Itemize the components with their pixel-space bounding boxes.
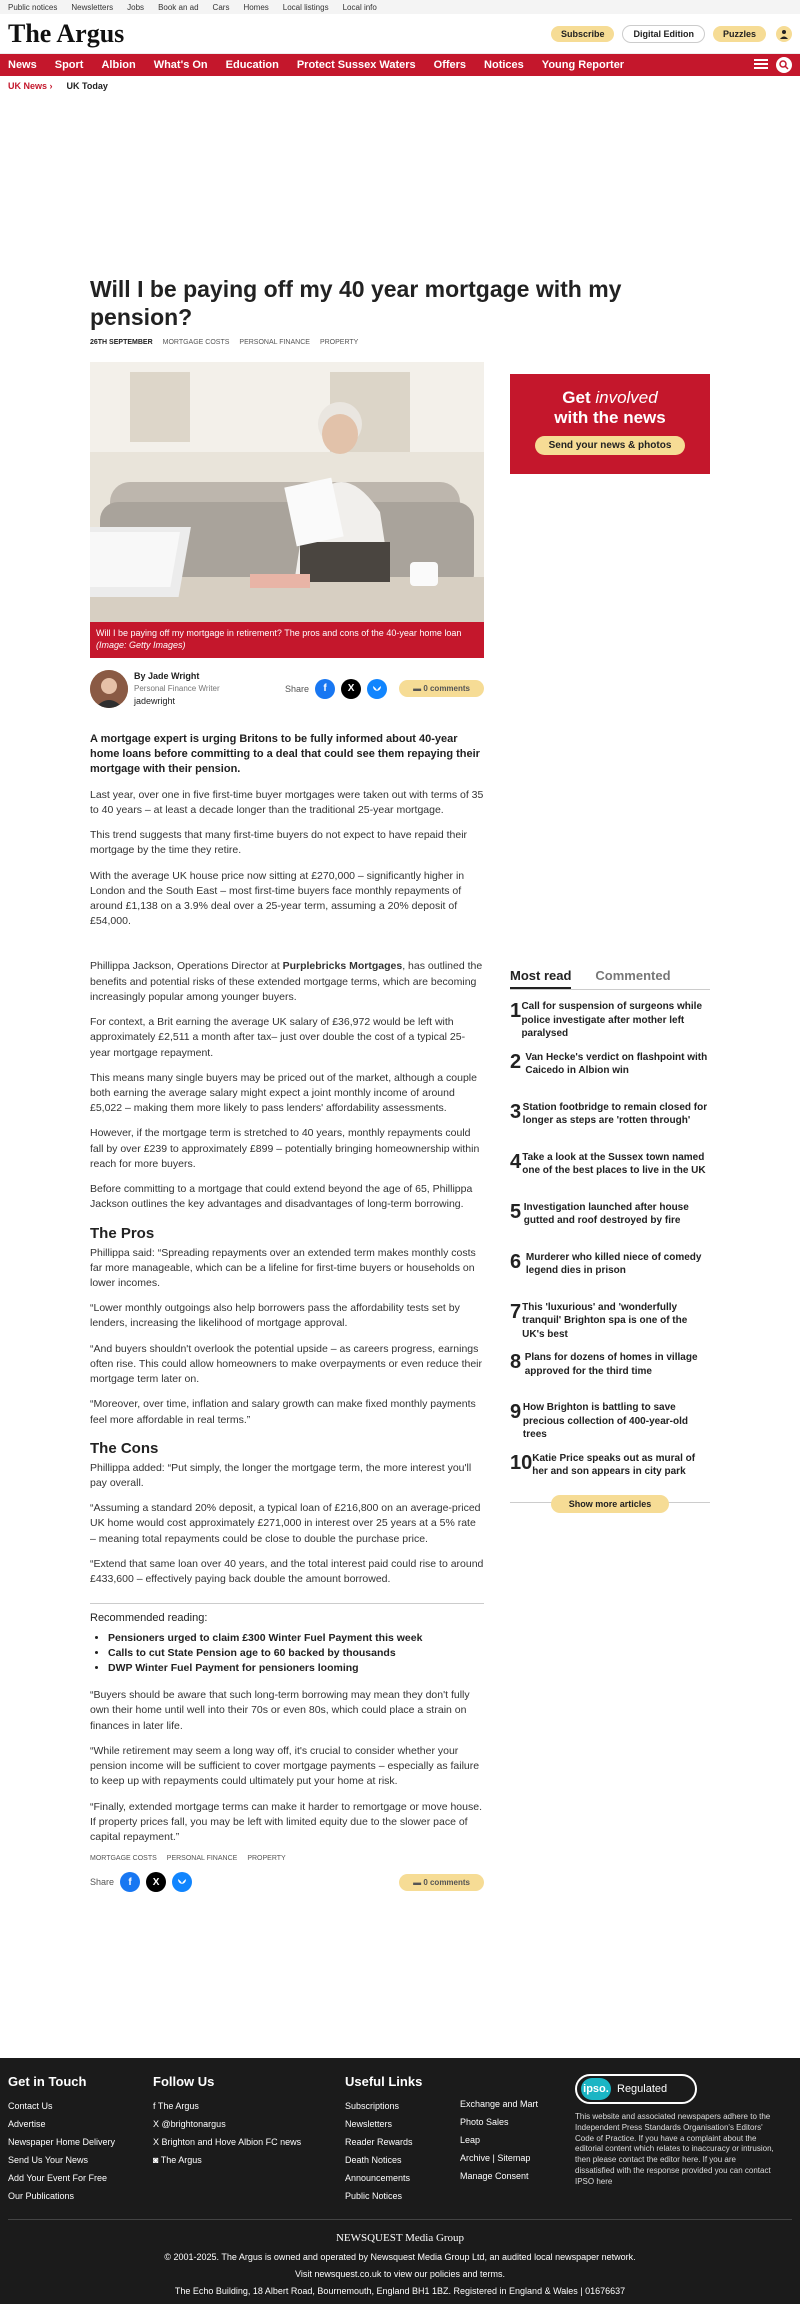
footer-useful-links xyxy=(345,2074,460,2209)
image-caption xyxy=(90,622,484,657)
footer-link[interactable]: Send Us Your News xyxy=(8,2155,89,2165)
footer-useful-links-2 xyxy=(460,2074,575,2209)
paragraph: Phillippa added: “Put simply, the longer the mortgage term, the more interest you'll pay overall. xyxy=(90,1461,472,1489)
comments-count: 0 comments xyxy=(423,684,470,694)
recommended-link[interactable]: • DWP Winter Fuel Payment for pensioners looming xyxy=(108,1662,484,1674)
paragraph: For context, a Brit earning the average UK salary of £36,972 would be left with approximately £2,511 a month after tax– just over double the cost of a typical 25-year mortgage repayment. xyxy=(90,1016,466,1059)
promo-title xyxy=(510,388,710,408)
ipso-mark: ipso. xyxy=(581,2078,611,2100)
comment-icon: ▬ xyxy=(413,1877,424,1887)
tab-commented[interactable]: Commented xyxy=(595,968,671,984)
footer-heading: Useful Links xyxy=(345,2074,423,2089)
promo-get: Get xyxy=(562,388,591,408)
avatar[interactable] xyxy=(90,670,128,708)
top-link[interactable]: Homes xyxy=(243,2,269,12)
promo-line2: with the news xyxy=(554,408,666,428)
paragraph: “Extend that same loan over 40 years, and the total interest paid could rise to around £433,600 – effectively paying back double the amount borrowed. xyxy=(90,1557,484,1586)
rank: 2 xyxy=(510,1050,522,1073)
site-footer xyxy=(0,2058,800,2304)
footer-link[interactable]: Newspaper Home Delivery xyxy=(8,2137,116,2147)
footer-link[interactable]: Contact Us xyxy=(8,2101,53,2111)
rank: 7 xyxy=(510,1300,522,1323)
search-icon[interactable] xyxy=(776,57,792,73)
top-links-bar xyxy=(0,0,800,14)
headline[interactable]: Katie Price speaks out as mural of her and son appears in city park xyxy=(532,1452,696,1478)
masthead xyxy=(0,14,800,54)
subnav-uk-news-label: UK News xyxy=(8,81,48,91)
article-lead: A mortgage expert is urging Britons to be fully informed about 40-year home loans before committing to a deal that could see them repaying their mortgage with their pension. xyxy=(90,732,480,776)
sidebar-gap xyxy=(510,474,710,968)
list-item[interactable] xyxy=(510,1351,710,1391)
nav-offers[interactable]: Offers xyxy=(433,59,467,71)
x-icon[interactable]: X xyxy=(341,679,361,699)
x-icon: X xyxy=(153,2137,162,2147)
paragraph: “Finally, extended mortgage terms can make it harder to remortgage or move house. If property prices fall, you may be left with limited equity due to the slower pace of capital repayment.” xyxy=(90,1800,482,1844)
paragraph: “Buyers should be aware that such long-term borrowing may mean they don't fully own their home until well into their 70s or even 80s, which could place a strain on finances in later life. xyxy=(90,1689,470,1732)
author-role: Personal Finance Writer xyxy=(134,684,220,694)
ad-gap xyxy=(90,929,484,949)
list-item[interactable] xyxy=(510,1452,710,1492)
address-text: The Echo Building, 18 Albert Road, Bournemouth, England BH1 1BZ. Registered in England & Wales | 01676637 xyxy=(174,2286,626,2297)
footer-link[interactable]: Add Your Event For Free xyxy=(8,2173,108,2183)
headline[interactable]: Station footbridge to remain closed for longer as steps are 'rotten through' xyxy=(522,1101,708,1127)
footer-link[interactable]: Death Notices xyxy=(345,2155,402,2165)
article-main xyxy=(90,362,484,1892)
top-link[interactable]: Jobs xyxy=(127,2,145,12)
tag-link[interactable]: MORTGAGE COSTS xyxy=(90,1855,157,1863)
recommended-link[interactable]: • Calls to cut State Pension age to 60 backed by thousands xyxy=(108,1647,484,1659)
footer-link[interactable]: Archive | Sitemap xyxy=(460,2153,531,2163)
share-bar xyxy=(285,679,484,699)
tag-link[interactable]: PERSONAL FINANCE xyxy=(239,339,310,347)
facebook-icon[interactable]: f xyxy=(315,679,335,699)
nav-young-reporter[interactable]: Young Reporter xyxy=(541,59,625,71)
list-item[interactable] xyxy=(510,1101,710,1141)
footer-link[interactable]: Our Publications xyxy=(8,2191,75,2201)
p4-text-b: , has outlined the benefits and potential risks of these extended mortgage terms, which are becoming increasingly popular among younger buyers. xyxy=(90,960,483,1003)
promo-box[interactable] xyxy=(510,374,710,474)
subnav-uk-news[interactable] xyxy=(8,81,53,91)
bottom-share-bar xyxy=(90,1872,484,1892)
send-news-button[interactable]: Send your news & photos xyxy=(535,436,686,455)
footer-link[interactable]: Leap xyxy=(460,2135,481,2145)
footer-link[interactable] xyxy=(153,2137,345,2147)
footer-link[interactable]: Newsletters xyxy=(345,2119,393,2129)
caption-text: Will I be paying off my mortgage in retirement? The pros and cons of the 40-year home loan xyxy=(96,628,462,639)
author-block xyxy=(90,666,484,712)
rank: 3 xyxy=(510,1100,522,1123)
instagram-icon: ◙ xyxy=(153,2155,161,2165)
list-item[interactable] xyxy=(510,1201,710,1241)
most-read xyxy=(510,968,710,1520)
facebook-icon[interactable]: f xyxy=(120,1872,140,1892)
paragraph: “Lower monthly outgoings also help borrowers pass the affordability tests set by lenders, increasing the likelihood of mortgage approval. xyxy=(90,1302,460,1330)
ipso-logo[interactable] xyxy=(575,2074,697,2104)
tag-link[interactable]: PROPERTY xyxy=(319,339,359,347)
footer-link-label: The Argus xyxy=(160,2155,202,2165)
nav-education[interactable]: Education xyxy=(225,59,279,71)
footer-link[interactable] xyxy=(153,2101,345,2111)
sub-nav xyxy=(0,76,800,96)
author-name[interactable]: By Jade Wright xyxy=(134,671,200,682)
headline[interactable]: This 'luxurious' and 'wonderfully tranquil' Brighton spa is one of the UK's best xyxy=(522,1301,688,1340)
headline[interactable]: Plans for dozens of homes in village approved for the third time xyxy=(524,1352,698,1377)
list-item[interactable] xyxy=(510,1051,710,1091)
article-tags xyxy=(90,339,710,346)
paragraph: This trend suggests that many first-time buyers do not expect to have repaid their mortgage by the time they retire. xyxy=(90,829,468,857)
article-wrapper xyxy=(0,276,800,1892)
top-link[interactable]: Public notices xyxy=(8,2,58,12)
comment-icon: ▬ xyxy=(413,684,424,694)
nav-albion[interactable]: Albion xyxy=(101,59,136,71)
nav-notices[interactable]: Notices xyxy=(484,59,524,71)
list-item[interactable] xyxy=(510,1301,710,1342)
footer-link[interactable]: Exchange and Mart xyxy=(460,2099,539,2109)
comments-count: 0 comments xyxy=(423,1877,470,1887)
visit-text: Visit newsquest.co.uk to view our policies and terms. xyxy=(295,2268,505,2279)
show-more-button[interactable]: Show more articles xyxy=(551,1495,670,1513)
recommended-reading xyxy=(90,1603,484,1674)
tag-link[interactable]: PROPERTY xyxy=(247,1855,286,1863)
list-item[interactable] xyxy=(510,1000,710,1041)
subscribe-button[interactable]: Subscribe xyxy=(551,26,615,42)
bluesky-icon[interactable] xyxy=(172,1872,192,1892)
digital-edition-button[interactable]: Digital Edition xyxy=(622,25,705,43)
tab-most-read[interactable]: Most read xyxy=(510,968,571,989)
list-item[interactable] xyxy=(510,1151,710,1191)
footer-link-label: The Argus xyxy=(157,2101,199,2111)
footer-link-label: Brighton and Hove Albion FC news xyxy=(161,2137,302,2147)
paragraph: “And buyers shouldn't overlook the potential upside – as careers progress, earnings often rise. This could allow homeowners to make overpayments or even reduce their mortgage term later on. xyxy=(90,1342,483,1386)
recommended-label: Recommended reading: xyxy=(90,1612,208,1625)
headline[interactable]: Call for suspension of surgeons while police investigate after mother left paralysed xyxy=(521,1001,703,1040)
footer-heading: Follow Us xyxy=(153,2074,215,2089)
footer-follow-us xyxy=(153,2074,345,2209)
footer-link[interactable]: Photo Sales xyxy=(460,2117,509,2127)
newsquest-logo[interactable]: NEWSQUEST Media Group xyxy=(335,2232,465,2244)
paragraph: Before committing to a mortgage that could extend beyond the age of 65, Phillippa Jackson outlines the key advantages and disadvantages of long-term borrowing. xyxy=(90,1183,473,1211)
paragraph xyxy=(90,959,484,1005)
p4-text-a: Phillippa Jackson, Operations Director at xyxy=(90,960,283,973)
rank: 6 xyxy=(510,1250,522,1273)
footer-get-in-touch xyxy=(8,2074,153,2209)
author-meta xyxy=(134,670,220,707)
footer-link[interactable]: Announcements xyxy=(345,2173,411,2183)
bottom-tags xyxy=(90,1855,484,1862)
footer-link[interactable]: Manage Consent xyxy=(460,2171,529,2181)
article-date: 26TH SEPTEMBER xyxy=(90,339,153,347)
top-link[interactable]: Local listings xyxy=(282,2,329,12)
paragraph: Phillippa said: “Spreading repayments over an extended term makes monthly costs far more manageable, which can be a lifeline for first-time buyers or households on lower incomes. xyxy=(90,1246,476,1289)
facebook-icon: f xyxy=(153,2101,158,2111)
footer-ipso xyxy=(575,2074,785,2209)
nav-news[interactable]: News xyxy=(8,59,37,71)
author-handle[interactable]: jadewright xyxy=(134,695,176,706)
x-icon[interactable]: X xyxy=(146,1872,166,1892)
rank: 1 xyxy=(510,1000,522,1023)
footer-link[interactable] xyxy=(153,2155,345,2165)
headline[interactable]: Investigation launched after house gutted and roof destroyed by fire xyxy=(523,1201,689,1227)
share-label: Share xyxy=(285,683,310,694)
footer-link[interactable]: Subscriptions xyxy=(345,2101,400,2111)
paragraph: “Assuming a standard 20% deposit, a typical loan of £216,800 on an average-priced UK home would cost approximately £271,000 in interest over 25 years at a 5% rate – meaning total repayments could be close to double the purchase price. xyxy=(90,1502,481,1545)
comments-button[interactable] xyxy=(399,1874,484,1891)
rank: 8 xyxy=(510,1351,522,1374)
copyright-text: © 2001-2025. The Argus is owned and operated by Newsquest Media Group Ltd, an audited local newspaper network. xyxy=(164,2251,636,2262)
show-more-container xyxy=(510,1498,710,1520)
rank: 10 xyxy=(510,1451,533,1474)
footer-link[interactable] xyxy=(153,2119,345,2129)
paragraph: Last year, over one in five first-time buyer mortgages were taken out with terms of 35 to 40 years – at least a decade longer than the traditional 25-year mortgage. xyxy=(90,788,484,816)
paragraph: “While retirement may seem a long way off, it's crucial to consider whether your pension income will be sufficient to cover mortgage payments – especially as failure to keep up with repayments could ultimately put your home at risk. xyxy=(90,1744,480,1788)
promo-involved: involved xyxy=(595,388,658,408)
list-item[interactable] xyxy=(510,1401,710,1442)
x-icon: X xyxy=(153,2119,162,2129)
headline[interactable]: How Brighton is battling to save precious collection of 400-year-old trees xyxy=(522,1402,688,1441)
site-logo[interactable]: The Argus xyxy=(8,18,125,48)
paragraph: “Moreover, over time, inflation and salary growth can make fixed monthly payments feel more affordable in real terms.” xyxy=(90,1398,476,1426)
nav-protect-sussex-waters[interactable]: Protect Sussex Waters xyxy=(296,59,416,71)
paragraph: This means many single buyers may be priced out of the market, although a couple both earning the average salary might expect a joint monthly income of around £5,022 – making them more likely to pass lenders' affordability assessments. xyxy=(90,1071,477,1115)
caption-credit: (Image: Getty Images) xyxy=(96,639,186,650)
top-link[interactable]: Book an ad xyxy=(158,2,199,12)
puzzles-button[interactable]: Puzzles xyxy=(713,26,766,42)
cons-heading: The Cons xyxy=(90,1439,159,1457)
share-label: Share xyxy=(90,1877,115,1888)
nav-sport[interactable]: Sport xyxy=(54,59,84,71)
list-item[interactable] xyxy=(510,1251,710,1291)
ad-space xyxy=(0,96,800,276)
purplebricks-link[interactable]: Purplebricks Mortgages xyxy=(282,960,403,973)
rank: 9 xyxy=(510,1401,522,1424)
footer-heading: Get in Touch xyxy=(8,2074,87,2089)
footer-link[interactable]: Reader Rewards xyxy=(345,2137,413,2147)
sidebar xyxy=(510,362,710,1892)
tag-link[interactable]: MORTGAGE COSTS xyxy=(162,339,230,347)
footer-link[interactable]: Public Notices xyxy=(345,2191,403,2201)
headline[interactable]: Take a look at the Sussex town named one of the best places to live in the UK xyxy=(522,1151,706,1177)
top-link[interactable]: Local info xyxy=(342,2,377,12)
footer-bottom xyxy=(8,2219,792,2300)
paragraph: With the average UK house price now sitting at £270,000 – significantly higher in London and the South East – most first-time buyers face monthly repayments of around £1,138 on a 3.9% deal over a 25-year term, assuming a 20% deposit of £54,000. xyxy=(90,869,465,928)
comments-button[interactable] xyxy=(399,680,484,697)
most-read-tabs xyxy=(510,968,710,990)
footer-link[interactable]: Advertise xyxy=(8,2119,46,2129)
footer-link-label: @brightonargus xyxy=(161,2119,226,2129)
pros-heading: The Pros xyxy=(90,1224,155,1242)
menu-icon[interactable] xyxy=(754,59,768,72)
hero-image xyxy=(90,362,484,622)
ipso-regulated: Regulated xyxy=(617,2083,668,2095)
headline[interactable]: Van Hecke's verdict on flashpoint with Caicedo in Albion win xyxy=(525,1051,708,1077)
main-nav xyxy=(0,54,800,76)
top-link[interactable]: Cars xyxy=(212,2,230,12)
subnav-uk-today[interactable]: UK Today xyxy=(66,81,108,91)
ipso-text: This website and associated newspapers adhere to the Independent Press Standards Organisation's Editors' Code of Practice. If you have a complaint about the editorial content which relates to inaccuracy or intrusion, then please contact the editor here. If you are dissatisfied with the response provided you can contact IPSO here xyxy=(575,2112,774,2186)
top-link[interactable]: Newsletters xyxy=(71,2,114,12)
bluesky-icon[interactable] xyxy=(367,679,387,699)
rank: 5 xyxy=(510,1200,522,1223)
tag-link[interactable]: PERSONAL FINANCE xyxy=(166,1855,238,1863)
nav-whats-on[interactable]: What's On xyxy=(153,59,208,71)
rank: 4 xyxy=(510,1150,522,1173)
headline[interactable]: Murderer who killed niece of comedy legend dies in prison xyxy=(525,1251,702,1277)
article-title: Will I be paying off my 40 year mortgage with my pension? xyxy=(90,276,622,330)
recommended-link[interactable]: • Pensioners urged to claim £300 Winter Fuel Payment this week xyxy=(108,1632,484,1644)
user-icon[interactable] xyxy=(776,26,792,42)
paragraph: However, if the mortgage term is stretched to 40 years, monthly repayments could fall by over £239 to approximately £899 – potentially bringing homeownership within reach for more buyers. xyxy=(90,1127,480,1170)
chevron-right-icon: › xyxy=(49,81,53,91)
